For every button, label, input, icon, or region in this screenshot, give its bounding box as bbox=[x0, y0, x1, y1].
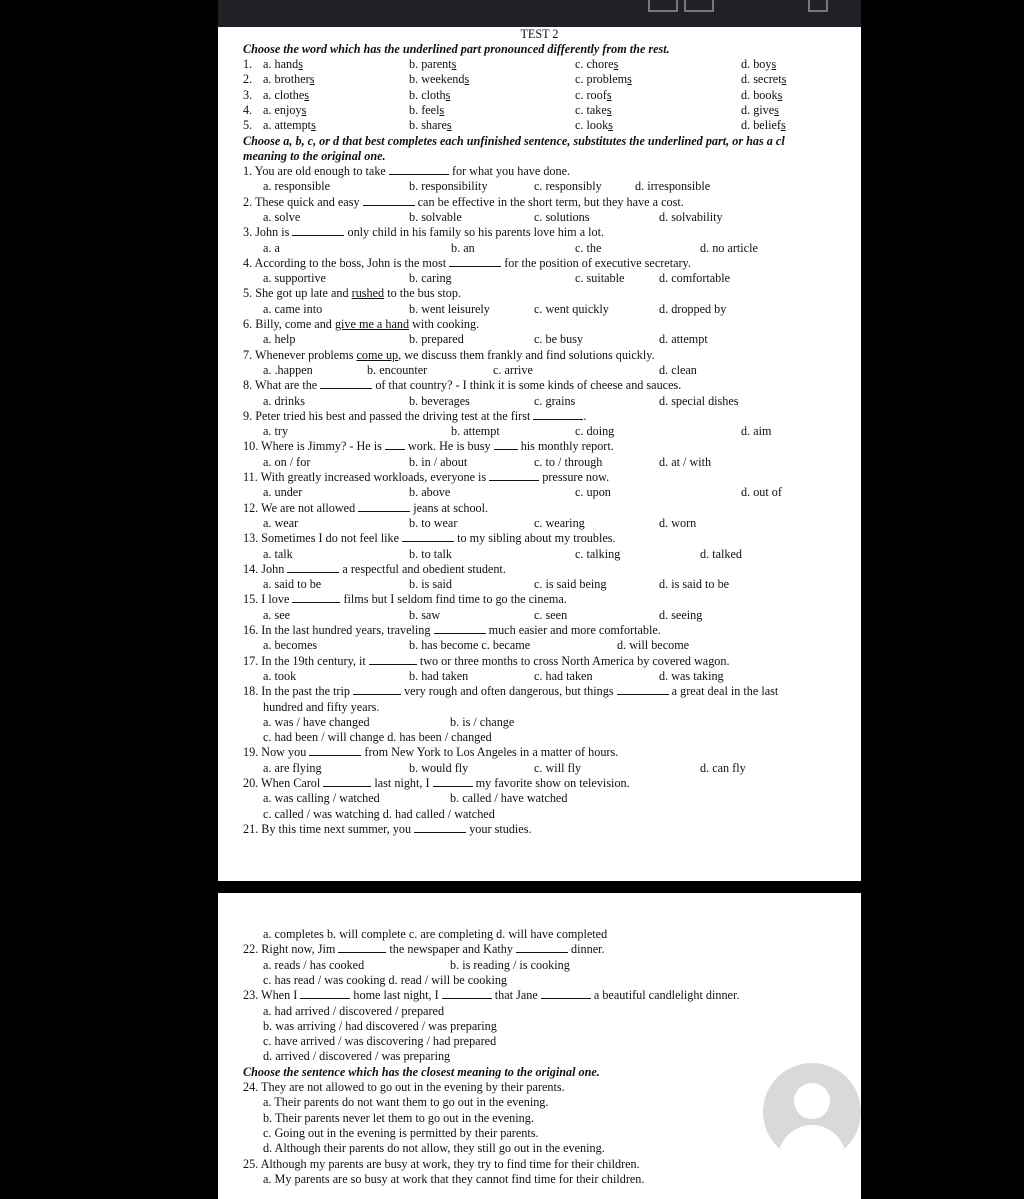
answer-option: b. beverages bbox=[409, 393, 470, 408]
answer-blank[interactable] bbox=[300, 988, 350, 999]
answer-option: c. had taken bbox=[534, 668, 593, 683]
underlined-ending: s bbox=[298, 57, 303, 71]
answer-option: c. will fly bbox=[534, 760, 582, 775]
pronunciation-option: d. boys bbox=[741, 57, 777, 71]
answer-blank[interactable] bbox=[363, 195, 415, 206]
question-stem-16: 16. In the last hundred years, traveling much easier and more comfortable. bbox=[243, 623, 661, 637]
question-stem-3: 3. John is only child in his family so his parents love him a lot. bbox=[243, 225, 605, 240]
answer-blank[interactable] bbox=[494, 439, 518, 450]
item-number: 1. bbox=[243, 57, 253, 71]
answer-option: c. seen bbox=[534, 607, 568, 622]
user-avatar[interactable] bbox=[763, 1063, 861, 1161]
question-stem-13: 13. Sometimes I do not feel like to my sibling about my troubles. bbox=[243, 531, 616, 546]
pronunciation-option: c. looks bbox=[575, 118, 613, 133]
answer-option: d. dropped by bbox=[659, 301, 727, 316]
question-stem-10: 10. Where is Jimmy? - He is work. He is busy his monthly report. bbox=[243, 439, 614, 454]
answer-option: d. comfortable bbox=[659, 271, 731, 286]
answer-option: a. reads / has cooked bbox=[263, 957, 365, 972]
pronunciation-option: a. enjoys bbox=[263, 102, 307, 117]
question-stem-25: 25. Although my parents are busy at work, they try to find time for their children. bbox=[243, 1156, 640, 1171]
toolbar-icon-right[interactable] bbox=[808, 0, 828, 12]
underlined-ending: s bbox=[780, 118, 786, 133]
viewer-toolbar bbox=[218, 0, 861, 27]
answer-option: a. see bbox=[263, 607, 291, 622]
answer-blank[interactable] bbox=[292, 225, 344, 236]
answer-option: d. was taking bbox=[659, 668, 724, 683]
answer-blank[interactable] bbox=[389, 164, 449, 175]
answer-option: a. try bbox=[263, 424, 289, 439]
answer-blank[interactable] bbox=[292, 592, 340, 603]
question-stem-19: 19. Now you from New York to Los Angeles in a matter of hours. bbox=[243, 745, 619, 760]
question-stem-17: 17. In the 19th century, it two or three months to cross North America by covered wagon. bbox=[243, 653, 730, 668]
question-stem-24: 24. They are not allowed to go out in the evening by their parents. bbox=[243, 1080, 565, 1094]
pronunciation-option: c. takes bbox=[575, 102, 612, 117]
answer-option: a. talk bbox=[263, 546, 293, 561]
answer-option: c. has read / was cooking d. read / will be cooking bbox=[263, 972, 508, 987]
underlined-ending: s bbox=[777, 87, 783, 102]
underlined-ending: s bbox=[439, 102, 445, 117]
answer-option: c. the bbox=[575, 240, 602, 255]
answer-blank[interactable] bbox=[369, 654, 417, 665]
underlined-ending: s bbox=[627, 72, 632, 87]
pronunciation-option: c. chores bbox=[575, 57, 619, 71]
answer-option: b. would fly bbox=[409, 760, 469, 775]
answer-option: a. was / have changed bbox=[263, 714, 370, 729]
question-stem-9: 9. Peter tried his best and passed the driving test at the first . bbox=[243, 408, 587, 423]
question-stem-23: 23. When I home last night, I that Jane a beautiful candlelight dinner. bbox=[243, 988, 740, 1003]
answer-option: b. Their parents never let them to go out in the evening. bbox=[263, 1110, 534, 1125]
answer-blank[interactable] bbox=[533, 409, 583, 420]
question-stem-15: 15. I love films but I seldom find time to go the cinema. bbox=[243, 592, 567, 607]
underlined-ending: s bbox=[606, 87, 612, 102]
answer-blank[interactable] bbox=[338, 942, 386, 953]
answer-option: d. no article bbox=[700, 240, 758, 255]
answer-blank[interactable] bbox=[287, 562, 339, 573]
answer-option: c. had been / will change d. has been / changed bbox=[263, 730, 492, 745]
pronunciation-option: a. attempts bbox=[263, 118, 316, 133]
answer-option: b. in / about bbox=[409, 454, 468, 469]
answer-blank[interactable] bbox=[449, 256, 501, 267]
answer-option: c. have arrived / was discovering / had prepared bbox=[263, 1034, 497, 1049]
answer-blank[interactable] bbox=[442, 988, 492, 999]
answer-option: d. solvability bbox=[659, 209, 723, 224]
underlined-ending: s bbox=[781, 72, 787, 87]
answer-blank[interactable] bbox=[617, 684, 669, 695]
answer-option: c. Going out in the evening is permitted by their parents. bbox=[263, 1125, 539, 1140]
item-number: 4. bbox=[243, 102, 253, 117]
toolbar-icon-mid[interactable] bbox=[684, 0, 714, 12]
pronunciation-option: d. secrets bbox=[741, 72, 787, 87]
answer-option: c. doing bbox=[575, 424, 615, 439]
answer-option: b. solvable bbox=[409, 209, 462, 224]
answer-option: c. solutions bbox=[534, 209, 590, 224]
toolbar-icon-left[interactable] bbox=[648, 0, 678, 12]
pronunciation-option: a. hands bbox=[263, 57, 303, 71]
question-stem-2: 2. These quick and easy can be effective in the short term, but they have a cost. bbox=[243, 194, 684, 209]
underlined-ending: s bbox=[464, 72, 470, 87]
pronunciation-option: d. beliefs bbox=[741, 118, 786, 133]
answer-option: a. help bbox=[263, 332, 296, 347]
underlined-ending: s bbox=[301, 102, 307, 117]
answer-option: a. under bbox=[263, 485, 303, 500]
underlined-phrase: come up bbox=[356, 347, 399, 362]
question-stem-14: 14. John a respectful and obedient student. bbox=[243, 561, 506, 576]
answer-option: a. took bbox=[263, 668, 297, 683]
question-stem-7: 7. Whenever problems come up, we discuss them frankly and find solutions quickly. bbox=[243, 347, 655, 362]
answer-option: d. Although their parents do not allow, they still go out in the evening. bbox=[263, 1141, 605, 1156]
answer-blank[interactable] bbox=[414, 822, 466, 833]
answer-option: b. had taken bbox=[409, 668, 469, 683]
underlined-ending: s bbox=[304, 87, 310, 102]
question-stem-4: 4. According to the boss, John is the most for the position of executive secretary. bbox=[243, 255, 691, 270]
answer-option: a. solve bbox=[263, 209, 301, 224]
page-title: TEST 2 bbox=[520, 27, 559, 41]
underlined-ending: s bbox=[311, 118, 316, 133]
answer-option: b. prepared bbox=[409, 332, 464, 347]
pronunciation-option: a. clothes bbox=[263, 87, 310, 102]
avatar-body-icon bbox=[778, 1125, 846, 1161]
underlined-ending: s bbox=[771, 57, 777, 71]
answer-option: d. worn bbox=[659, 515, 697, 530]
answer-option: c. talking bbox=[575, 546, 621, 561]
question-stem-11: 11. With greatly increased workloads, everyone is pressure now. bbox=[243, 470, 610, 484]
answer-option: a. had arrived / discovered / prepared bbox=[263, 1003, 445, 1018]
question-stem-1: 1. You are old enough to take for what you have done. bbox=[243, 164, 571, 178]
answer-option: a. supportive bbox=[263, 271, 326, 286]
answer-option: a. My parents are so busy at work that they cannot find time for their children. bbox=[263, 1171, 645, 1186]
answer-option: a. on / for bbox=[263, 454, 311, 469]
answer-option: d. aim bbox=[741, 424, 772, 439]
answer-option: b. encounter bbox=[367, 362, 428, 377]
answer-option: b. has become c. became bbox=[409, 638, 531, 653]
answer-option: d. special dishes bbox=[659, 393, 739, 408]
answer-option: d. will become bbox=[617, 638, 690, 653]
answer-option: b. responsibility bbox=[409, 179, 488, 194]
answer-option: c. wearing bbox=[534, 515, 585, 530]
answer-option: c. upon bbox=[575, 485, 611, 500]
answer-option: b. called / have watched bbox=[450, 791, 568, 806]
answer-blank[interactable] bbox=[489, 470, 539, 481]
answer-option: c. grains bbox=[534, 393, 576, 408]
answer-option: a. responsible bbox=[263, 179, 331, 194]
pronunciation-option: b. cloths bbox=[409, 87, 451, 102]
answer-option: b. to wear bbox=[409, 515, 458, 530]
underlined-ending: s bbox=[445, 87, 451, 102]
question-stem-5: 5. She got up late and rushed to the bus stop. bbox=[243, 286, 462, 301]
underlined-ending: s bbox=[774, 102, 779, 117]
avatar-head-icon bbox=[794, 1083, 830, 1119]
answer-option: c. responsibly bbox=[534, 179, 602, 194]
answer-option: a. said to be bbox=[263, 577, 322, 592]
section1-instruction: Choose the word which has the underlined part pronounced differently from the rest. bbox=[243, 42, 670, 56]
pronunciation-option: a. brothers bbox=[263, 72, 315, 87]
answer-option: d. arrived / discovered / was preparing bbox=[263, 1049, 451, 1064]
answer-option: d. seeing bbox=[659, 607, 703, 622]
pronunciation-option: b. shares bbox=[409, 118, 452, 133]
answer-option: d. is said to be bbox=[659, 577, 730, 592]
answer-option: c. suitable bbox=[575, 271, 625, 286]
question-stem-20: 20. When Carol last night, I my favorite show on television. bbox=[243, 776, 630, 790]
answer-blank[interactable] bbox=[320, 378, 372, 389]
answer-option: a. a bbox=[263, 240, 280, 255]
question-stem-6: 6. Billy, come and give me a hand with cooking. bbox=[243, 317, 480, 331]
underlined-ending: s bbox=[613, 57, 619, 71]
answer-option: b. attempt bbox=[451, 424, 500, 439]
answer-option: b. went leisurely bbox=[409, 301, 490, 316]
underlined-phrase: give me a hand bbox=[334, 317, 410, 331]
answer-blank[interactable] bbox=[358, 501, 410, 512]
answer-option: d. irresponsible bbox=[635, 179, 711, 194]
answer-blank[interactable] bbox=[309, 745, 361, 756]
pronunciation-option: c. problems bbox=[575, 72, 632, 87]
item-number: 3. bbox=[243, 87, 253, 102]
answer-option: a. .happen bbox=[263, 362, 313, 377]
answer-blank[interactable] bbox=[385, 439, 405, 450]
answer-option: c. called / was watching d. had called / watched bbox=[263, 806, 495, 821]
pronunciation-option: d. gives bbox=[741, 102, 779, 117]
pronunciation-option: c. roofs bbox=[575, 87, 612, 102]
answer-option: b. is reading / is cooking bbox=[450, 957, 570, 972]
answer-option: a. drinks bbox=[263, 393, 305, 408]
answer-option: c. went quickly bbox=[534, 301, 609, 316]
answer-blank[interactable] bbox=[323, 776, 371, 787]
answer-option: d. at / with bbox=[659, 454, 712, 469]
pronunciation-option: b. parents bbox=[409, 57, 457, 71]
answer-option: b. was arriving / had discovered / was preparing bbox=[263, 1018, 497, 1033]
pronunciation-option: b. feels bbox=[409, 102, 445, 117]
question-stem-21: 21. By this time next summer, you your studies. bbox=[243, 821, 532, 836]
answer-blank[interactable] bbox=[402, 531, 454, 542]
question-stem-18: 18. In the past the trip very rough and often dangerous, but things a great deal in the last bbox=[243, 684, 779, 699]
worksheet-page-2 bbox=[218, 893, 861, 1199]
answer-option: a. Their parents do not want them to go out in the evening. bbox=[263, 1095, 549, 1110]
answer-option: c. is said being bbox=[534, 577, 607, 592]
answer-option: b. is / change bbox=[450, 714, 515, 729]
underlined-ending: s bbox=[606, 102, 612, 117]
question-stem-18-cont: hundred and fifty years. bbox=[263, 699, 380, 714]
answer-option: b. above bbox=[409, 485, 451, 500]
answer-option: d. attempt bbox=[659, 332, 708, 347]
question-stem-12: 12. We are not allowed jeans at school. bbox=[243, 500, 489, 515]
answer-option: d. talked bbox=[700, 546, 742, 561]
answer-option: a. came into bbox=[263, 301, 323, 316]
answer-option: b. to talk bbox=[409, 546, 452, 561]
underlined-ending: s bbox=[451, 57, 457, 71]
underlined-ending: s bbox=[309, 72, 315, 87]
answer-blank[interactable] bbox=[434, 623, 486, 634]
answer-option: b. an bbox=[451, 240, 475, 255]
underlined-ending: s bbox=[446, 118, 452, 133]
worksheet-page-1 bbox=[218, 27, 861, 881]
pronunciation-option: d. books bbox=[741, 87, 783, 102]
answer-option: d. clean bbox=[659, 362, 697, 377]
answer-blank[interactable] bbox=[541, 988, 591, 999]
underlined-ending: s bbox=[608, 118, 613, 133]
section3-instruction: Choose the sentence which has the closest meaning to the original one. bbox=[243, 1064, 600, 1079]
answer-option: d. can fly bbox=[700, 760, 746, 775]
answer-blank[interactable] bbox=[353, 684, 401, 695]
pronunciation-option: b. weekends bbox=[409, 72, 470, 87]
question-stem-8: 8. What are the of that country? - I think it is some kinds of cheese and sauces. bbox=[243, 378, 682, 393]
answer-option: c. arrive bbox=[493, 362, 533, 377]
item-number: 2. bbox=[243, 72, 253, 87]
answer-option: a. was calling / watched bbox=[263, 791, 380, 806]
item-number: 5. bbox=[243, 118, 253, 133]
answer-blank[interactable] bbox=[516, 942, 568, 953]
answer-option: b. saw bbox=[409, 607, 441, 622]
answer-option: a. completes b. will complete c. are completing d. will have completed bbox=[263, 927, 608, 941]
answer-option: c. be busy bbox=[534, 332, 584, 347]
section2-instruction-line1: Choose a, b, c, or d that best completes each unfinished sentence, substitutes the underlined part, or has a cl bbox=[243, 134, 785, 148]
answer-option: a. are flying bbox=[263, 760, 322, 775]
answer-option: b. caring bbox=[409, 271, 452, 286]
answer-blank[interactable] bbox=[433, 776, 473, 787]
question-stem-22: 22. Right now, Jim the newspaper and Kathy dinner. bbox=[243, 942, 605, 957]
answer-option: a. wear bbox=[263, 515, 299, 530]
section2-instruction-line2: meaning to the original one. bbox=[243, 149, 386, 163]
answer-option: c. to / through bbox=[534, 454, 603, 469]
answer-option: d. out of bbox=[741, 485, 782, 500]
underlined-phrase: rushed bbox=[351, 286, 385, 301]
answer-option: b. is said bbox=[409, 577, 452, 592]
answer-option: a. becomes bbox=[263, 638, 318, 653]
